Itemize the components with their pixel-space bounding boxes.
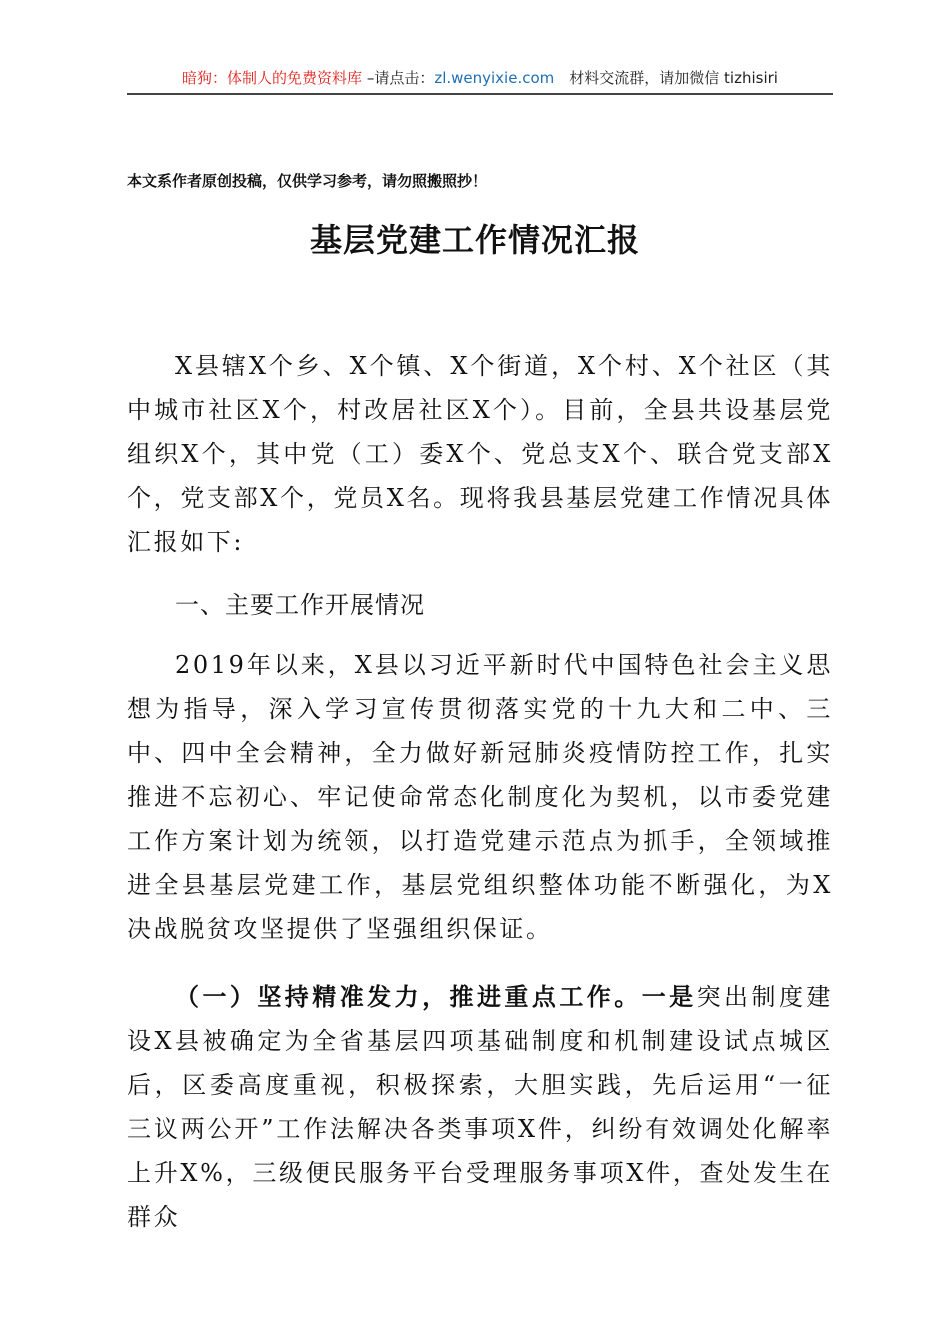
subsection-heading: （一）坚持精准发力，推进重点工作。 bbox=[175, 982, 642, 1011]
document-title: 基层党建工作情况汇报 bbox=[309, 221, 640, 259]
section-heading: 一、主要工作开展情况 bbox=[175, 591, 425, 619]
section-body-paragraph: 2019年以来，X县以习近平新时代中国特色社会主义思想为指导，深入学习宣传贯彻落实党的十九大和二中、三中、四中全会精神，全力做好新冠肺炎疫情防控工作，扎实推进不忘初心、牢记使命常态化制度化为契机，以市委党建工作方案计划为统领，以打造党建示范点为抓手，全领域推进全县基层党建工作，基层党组织整体功能不断强化，为X决战脱贫攻坚提供了坚强组织保证。 bbox=[127, 651, 833, 943]
header-divider bbox=[127, 93, 833, 95]
copyright-notice: 本文系作者原创投稿，仅供学习参考，请勿照搬照抄！ bbox=[127, 172, 488, 190]
subsection-body: 突出制度建设X县被确定为全省基层四项基础制度和机制建设试点城区后，区委高度重视，积极探索，大胆实践，先后运用“一征三议两公开”工作法解决各类事项X件，纠纷有效调处化解率上升X%，三级便民服务平台受理服务事项X件，查处发生在群众 bbox=[127, 983, 834, 1231]
header-brand: 暗狗：体制人的免费资料库 bbox=[182, 69, 363, 87]
header-click-prompt: –请点击： bbox=[362, 69, 435, 87]
page-header-banner bbox=[127, 66, 833, 90]
intro-paragraph: X县辖X个乡、X个镇、X个街道，X个村、X个社区（其中城市社区X个，村改居社区X个）。目前，全县共设基层党组织X个，其中党（工）委X个、党总支X个、联合党支部X个，党支部X个，党员X名。现将我县基层党建工作情况具体汇报如下: bbox=[127, 352, 833, 556]
header-link[interactable]: zl.wenyixie.com bbox=[434, 69, 555, 87]
header-contact: 材料交流群，请加微信 tizhisiri bbox=[554, 69, 778, 87]
subsection-lead: 一是 bbox=[641, 982, 697, 1011]
subsection-paragraph bbox=[127, 975, 833, 1239]
